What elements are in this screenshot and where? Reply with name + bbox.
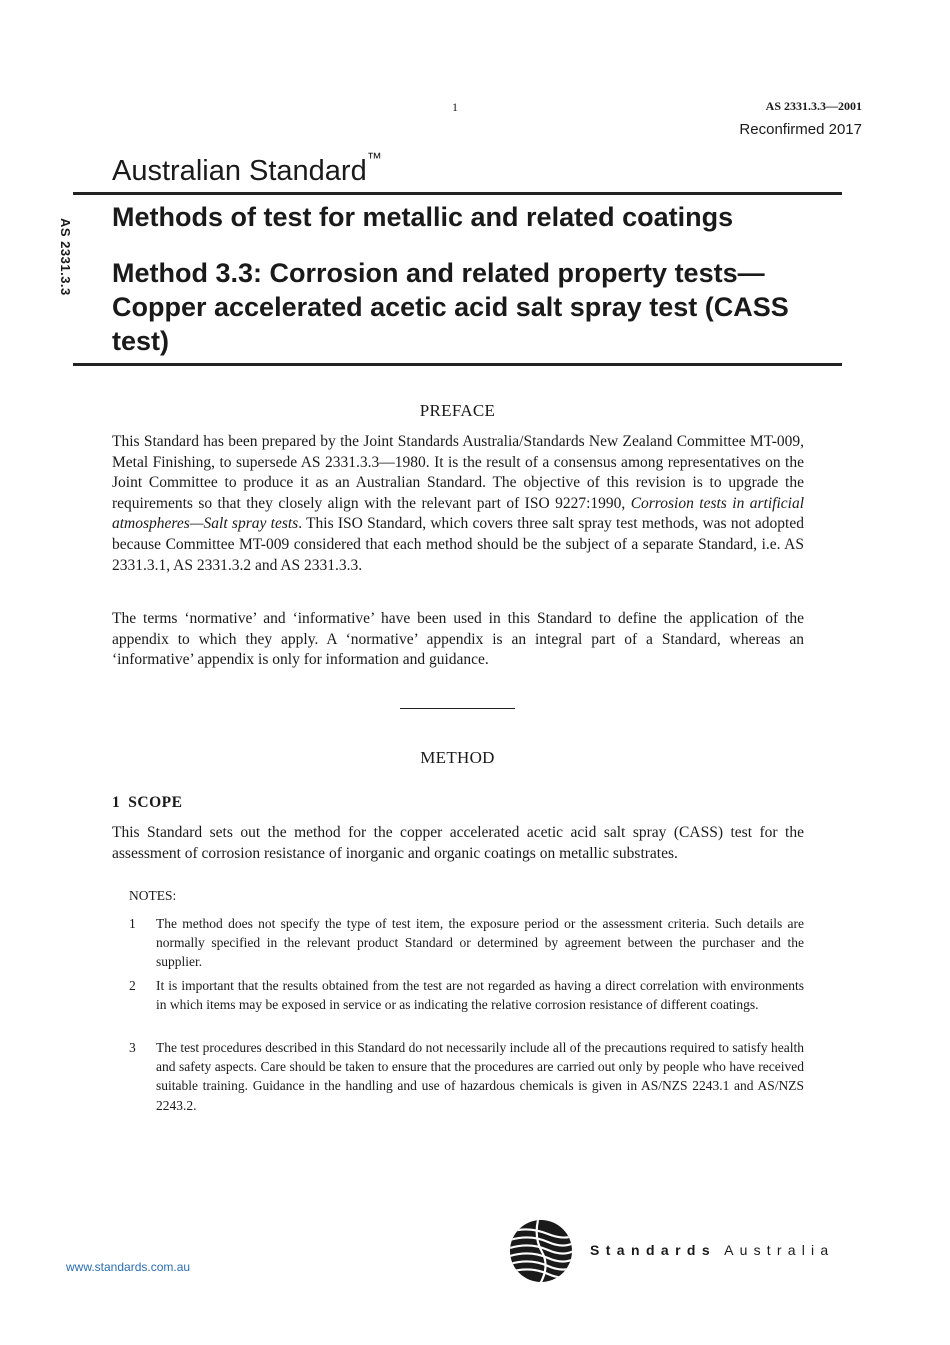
method-title: Method 3.3: Corrosion and related property tests—Copper accelerated acetic acid salt spray test (CASS test)	[112, 258, 789, 356]
note-number: 1	[129, 916, 136, 931]
scope-number: 1	[112, 794, 121, 811]
trademark-symbol: ™	[366, 150, 382, 168]
note-text: It is important that the results obtained from the test are not regarded as having a direct correlation with environments in which items may be exposed in service or as indicating the relative corrosion resistance of different coatings.	[156, 978, 804, 1013]
standards-australia-logo	[508, 1218, 858, 1284]
logo-wordmark-regular: Australia	[724, 1242, 835, 1258]
reconfirmed-note: Reconfirmed 2017	[739, 121, 862, 138]
note-text: The method does not specify the type of test item, the exposure period or the assessment criteria. Such details are normally specified in the relevant product Standard or determined by agreement between the purchaser and the supplier.	[156, 916, 804, 970]
iso-title-italic: Corrosion tests in artificial atmospheres—Salt spray tests	[112, 494, 805, 533]
website-link[interactable]: www.standards.com.au	[66, 1260, 191, 1274]
page-number: 1	[452, 100, 458, 114]
note-number: 2	[129, 978, 136, 993]
notes-label: NOTES:	[129, 888, 177, 903]
logo-wordmark	[590, 1242, 834, 1258]
scope-heading-text: SCOPE	[128, 794, 183, 811]
method-heading: METHOD	[420, 748, 495, 767]
section-divider	[400, 708, 515, 709]
main-title: Methods of test for metallic and related coatings	[112, 202, 734, 232]
standards-australia-globe-icon	[508, 1218, 574, 1284]
preface-paragraph-2: The terms ‘normative’ and ‘informative’ have been used in this Standard to define the application of the appendix to which they apply. A ‘normative’ appendix is an integral part of a Standard, whereas an ‘informative’ appendix is only for information and guidance.	[112, 610, 804, 669]
preface-p1-text-a: This Standard has been prepared by the Joint Standards Australia/Standards New Zealand Committee MT-009, Metal Finishing, to supersede AS 2331.3.3—1980. It is the result of a consensus among representatives on the Joint Committee to produce it as an Australian Standard. The objective of this revision is to upgrade the requirements so that they closely align with the relevant part of ISO 9227:1990,	[112, 433, 804, 512]
side-document-code: AS 2331.3.3	[58, 218, 73, 296]
title-rule-top	[73, 192, 842, 195]
document-code: AS 2331.3.3—2001	[765, 99, 862, 113]
scope-heading	[112, 794, 182, 812]
series-title-text: Australian Standard	[112, 155, 367, 187]
series-title	[112, 150, 382, 188]
note-number: 3	[129, 1040, 136, 1055]
scope-paragraph: This Standard sets out the method for the copper accelerated acetic acid salt spray (CASS) test for the assessment of corrosion resistance of inorganic and organic coatings on metallic substrates.	[112, 824, 804, 862]
note-text: The test procedures described in this Standard do not necessarily include all of the precautions required to satisfy health and safety aspects. Care should be taken to ensure that the procedures are carried out only by people who have received suitable training. Guidance in the handling and use of hazardous chemicals is given in AS/NZS 2243.1 and AS/NZS 2243.2.	[156, 1040, 804, 1113]
preface-heading: PREFACE	[419, 401, 496, 420]
preface-p1-text-b: . This ISO Standard, which covers three salt spray test methods, was not adopted because Committee MT-009 considered that each method should be the subject of a separate Standard, i.e. AS 2331.3.1, AS 2331.3.2 and AS 2331.3.3.	[112, 515, 804, 574]
title-rule-bottom	[73, 363, 842, 366]
preface-paragraph-1	[112, 432, 804, 576]
logo-wordmark-bold: Standards	[590, 1242, 717, 1258]
